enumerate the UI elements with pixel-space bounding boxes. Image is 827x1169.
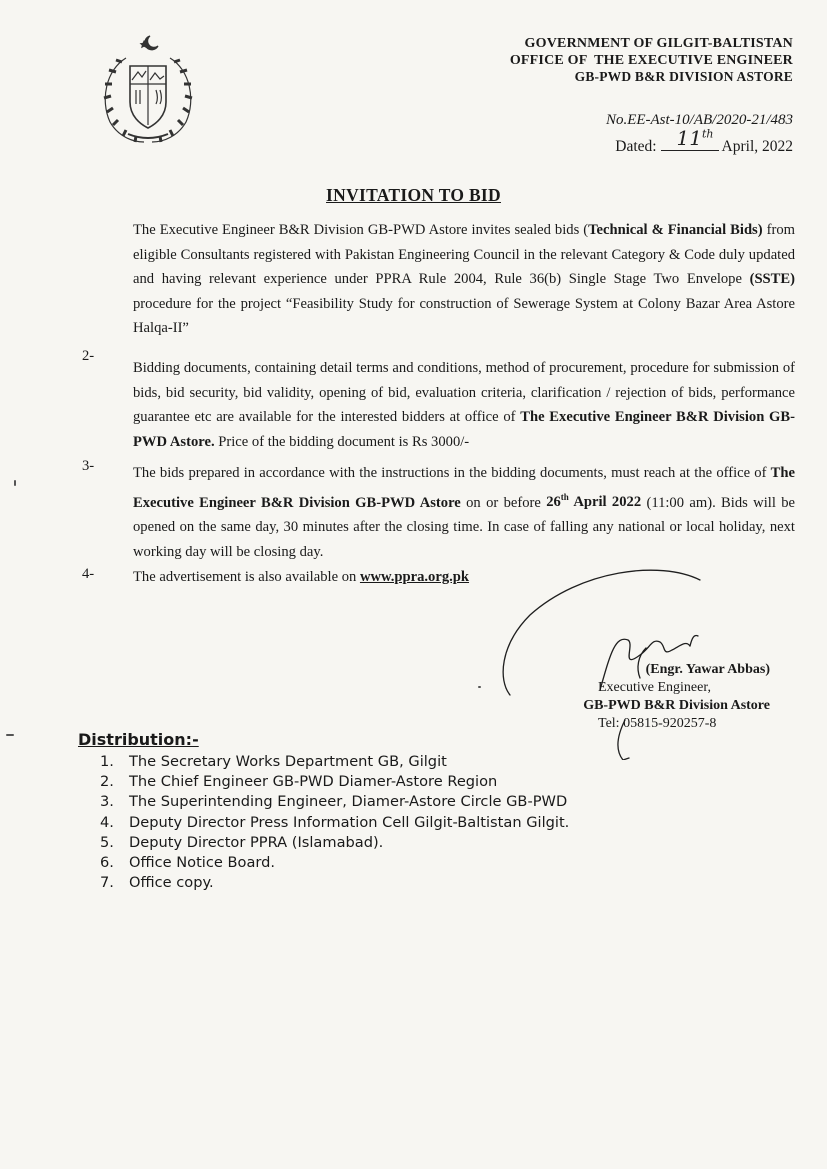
ppra-website-link[interactable]: www.ppra.org.pk bbox=[359, 569, 470, 585]
signatory-name: (Engr. Yawar Abbas) bbox=[645, 662, 770, 677]
letterhead-line-1: GOVERNMENT OF GILGIT-BALTISTAN bbox=[524, 36, 793, 51]
paragraph-2-number: 2- bbox=[82, 348, 95, 364]
date-blank bbox=[661, 126, 719, 151]
list-item: 3. The Superintending Engineer, Diamer-Astore Circle GB-PWD bbox=[100, 793, 568, 811]
paragraph-3-number: 3- bbox=[82, 458, 95, 474]
date-label: Dated: bbox=[615, 138, 657, 155]
page-title: INVITATION TO BID bbox=[326, 185, 501, 205]
date-month-year: April, 2022 bbox=[721, 138, 793, 155]
distribution-list bbox=[100, 752, 569, 893]
date-line bbox=[615, 126, 793, 156]
scan-speck bbox=[6, 734, 14, 736]
paragraph-2: Bidding documents, containing detail terms and conditions, method of procurement, procedure for submission of bids, bid security, bid validity, opening of bid, evaluation criteria, clarification / rejection of bids, performance guarantee etc are available for the interested bidders at office of The Executive Engineer B&R Division GB-PWD Astore. Price of the bidding document is Rs 3000/- bbox=[133, 360, 795, 450]
list-item: 6. Office Notice Board. bbox=[100, 854, 276, 872]
letterhead-line-3: GB-PWD B&R DIVISION ASTORE bbox=[574, 69, 793, 84]
signatory-division: GB-PWD B&R Division Astore bbox=[583, 698, 770, 713]
letterhead-line-2: OFFICE OF THE EXECUTIVE ENGINEER bbox=[509, 52, 793, 68]
list-item: 2. The Chief Engineer GB-PWD Diamer-Astore Region bbox=[100, 773, 498, 791]
paragraph-4-number: 4- bbox=[82, 566, 95, 582]
paragraph-4: The advertisement is also available on www.ppra.org.pk bbox=[133, 569, 470, 585]
reference-number: No.EE-Ast-10/AB/2020-21/483 bbox=[605, 112, 793, 128]
scan-speck bbox=[14, 480, 16, 486]
signature-block bbox=[560, 661, 770, 733]
scan-speck bbox=[478, 686, 481, 688]
list-item: 1. The Secretary Works Department GB, Gilgit bbox=[100, 753, 447, 770]
paragraph-1: The Executive Engineer B&R Division GB-PWD Astore invites sealed bids (Technical & Financial Bids) from eligible Consultants registered with Pakistan Engineering Council in the relevant Category & Code duly updated and having relevant experience under PPRA Rule 2004, Rule 36(b) Single Stage Two Envelope (SSTE) procedure for the project “Feasibility Study for construction of Sewerage System at Colony Bazar Area Astore Halqa-II” bbox=[133, 222, 795, 337]
paragraph-3: The bids prepared in accordance with the instructions in the bidding documents, must reach at the office of The Executive Engineer B&R Division GB-PWD Astore on or before 26th April 2022 (11:00 am). Bids will be opened on the same day, 30 minutes after the closing time. In case of falling any national or local holiday, next working day will be closing day. bbox=[133, 465, 795, 560]
handwritten-day: 11th bbox=[676, 126, 714, 150]
letterhead bbox=[510, 36, 793, 86]
government-emblem-icon bbox=[92, 30, 204, 150]
signatory-designation: Executive Engineer, bbox=[598, 680, 711, 695]
signatory-telephone: Tel: 05815-920257-8 bbox=[598, 716, 717, 731]
list-item: 7. Office copy. bbox=[100, 874, 214, 892]
distribution-title: Distribution:- bbox=[78, 730, 199, 749]
list-item: 5. Deputy Director PPRA (Islamabad). bbox=[100, 833, 384, 851]
list-item: 4. Deputy Director Press Information Cell Gilgit-Baltistan Gilgit. bbox=[100, 813, 570, 831]
